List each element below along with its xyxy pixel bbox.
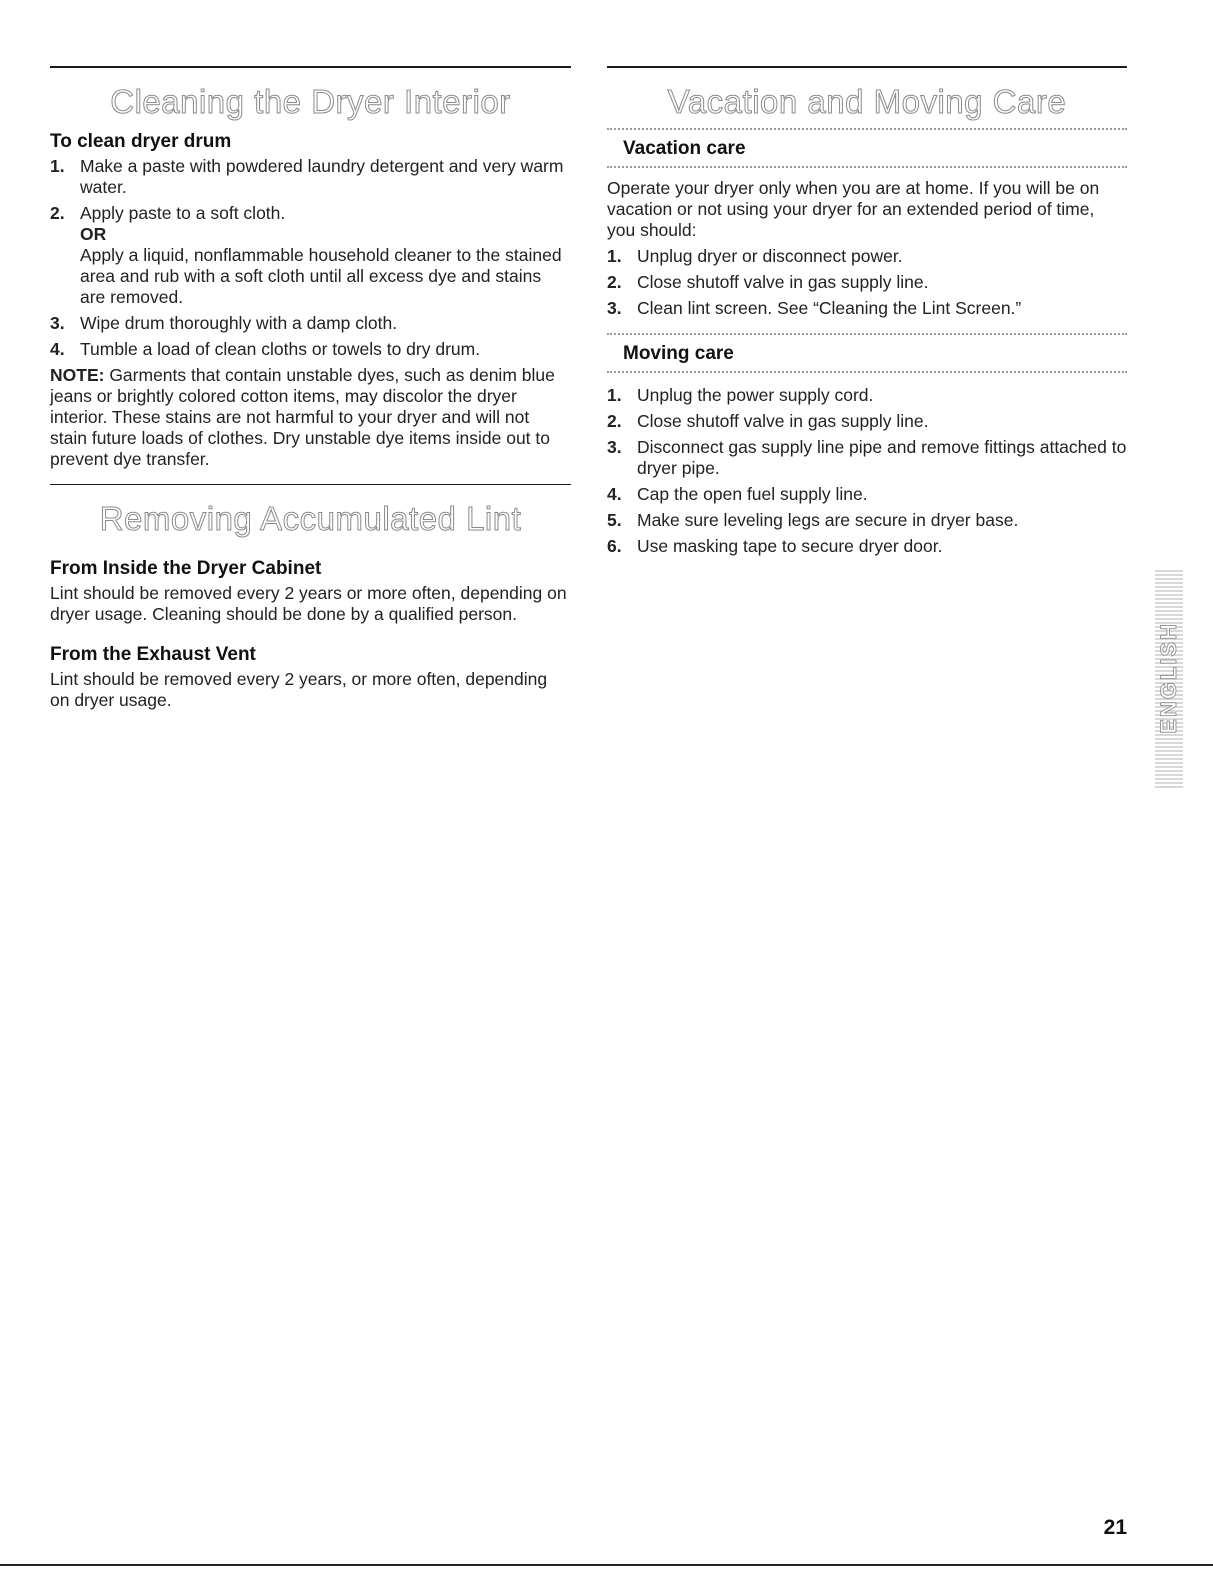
side-tab-label: ENGLISH	[1156, 622, 1181, 734]
cleaning-steps	[50, 156, 571, 360]
step-number: 2.	[607, 411, 622, 431]
section-rule	[50, 66, 571, 68]
step-number: 2.	[607, 272, 622, 292]
step-text: Make sure leveling legs are secure in dryer base.	[637, 510, 1019, 530]
list-item	[50, 203, 571, 308]
language-side-tab	[1155, 568, 1183, 788]
step-text: Wipe drum thoroughly with a damp cloth.	[80, 313, 398, 333]
subheading-moving: Moving care	[623, 343, 734, 364]
step-text: Apply paste to a soft cloth.	[80, 203, 286, 223]
list-item	[607, 272, 1127, 293]
page-number: 21	[1103, 1516, 1127, 1539]
step-text: Tumble a load of clean cloths or towels to dry drum.	[80, 339, 481, 359]
left-column	[50, 66, 571, 716]
cabinet-text: Lint should be removed every 2 years or more often, depending on dryer usage. Cleaning should be done by a qualified person.	[50, 583, 567, 624]
step-text: Unplug dryer or disconnect power.	[637, 246, 903, 266]
step-number: 1.	[50, 156, 65, 176]
list-item	[607, 246, 1127, 267]
step-text: Close shutoff valve in gas supply line.	[637, 272, 929, 292]
section-title-lint: Removing Accumulated Lint	[99, 500, 522, 537]
note-text: Garments that contain unstable dyes, such as denim blue jeans or brightly colored cotton items, may discolor the dryer interior. These stains are not harmful to your dryer and will not stain future loads of clothes. Dry unstable dye items inside out to prevent dye transfer.	[50, 365, 555, 469]
list-item	[607, 484, 1127, 505]
step-text: Use masking tape to secure dryer door.	[637, 536, 943, 556]
vacation-intro: Operate your dryer only when you are at home. If you will be on vacation or not using your dryer for an extended period of time, you should:	[607, 178, 1100, 240]
step-number: 3.	[607, 437, 622, 457]
note-label: NOTE:	[50, 365, 105, 385]
or-label: OR	[80, 224, 107, 244]
right-column	[607, 66, 1127, 562]
step-number: 2.	[50, 203, 65, 223]
subheading-vacation: Vacation care	[623, 138, 746, 159]
list-item	[607, 510, 1127, 531]
moving-steps	[607, 385, 1127, 557]
vent-text: Lint should be removed every 2 years, or more often, depending on dryer usage.	[50, 669, 548, 710]
step-text: Clean lint screen. See “Cleaning the Lint Screen.”	[637, 298, 1022, 318]
step-number: 6.	[607, 536, 622, 556]
step-text: Close shutoff valve in gas supply line.	[637, 411, 929, 431]
step-number: 3.	[50, 313, 65, 333]
subheading-cabinet: From Inside the Dryer Cabinet	[50, 558, 322, 579]
step-number: 4.	[607, 484, 622, 504]
step-number: 5.	[607, 510, 622, 530]
section-title-vacation-moving: Vacation and Moving Care	[667, 83, 1067, 120]
step-number: 1.	[607, 246, 622, 266]
list-item	[607, 385, 1127, 406]
list-item	[607, 437, 1127, 479]
dotted-rule	[607, 166, 1127, 168]
list-item	[607, 536, 1127, 557]
step-text: Disconnect gas supply line pipe and remove fittings attached to dryer pipe.	[637, 437, 1127, 478]
bottom-rule	[0, 1564, 1213, 1566]
section-rule	[607, 66, 1127, 68]
list-item	[607, 298, 1127, 319]
note-paragraph	[50, 365, 571, 470]
section-rule	[50, 484, 571, 485]
list-item	[50, 156, 571, 198]
list-item	[607, 411, 1127, 432]
list-item	[50, 313, 571, 334]
step-text-alt: Apply a liquid, nonflammable household cleaner to the stained area and rub with a soft cloth until all excess dye and stains are removed.	[80, 245, 562, 307]
step-text: Unplug the power supply cord.	[637, 385, 874, 405]
step-number: 4.	[50, 339, 65, 359]
subheading-clean-drum: To clean dryer drum	[50, 131, 232, 152]
subheading-vent: From the Exhaust Vent	[50, 644, 256, 665]
dotted-rule	[607, 371, 1127, 373]
step-text: Cap the open fuel supply line.	[637, 484, 868, 504]
step-number: 1.	[607, 385, 622, 405]
step-number: 3.	[607, 298, 622, 318]
section-title-cleaning: Cleaning the Dryer Interior	[110, 83, 511, 120]
list-item	[50, 339, 571, 360]
vacation-steps	[607, 246, 1127, 319]
step-text: Make a paste with powdered laundry detergent and very warm water.	[80, 156, 564, 197]
